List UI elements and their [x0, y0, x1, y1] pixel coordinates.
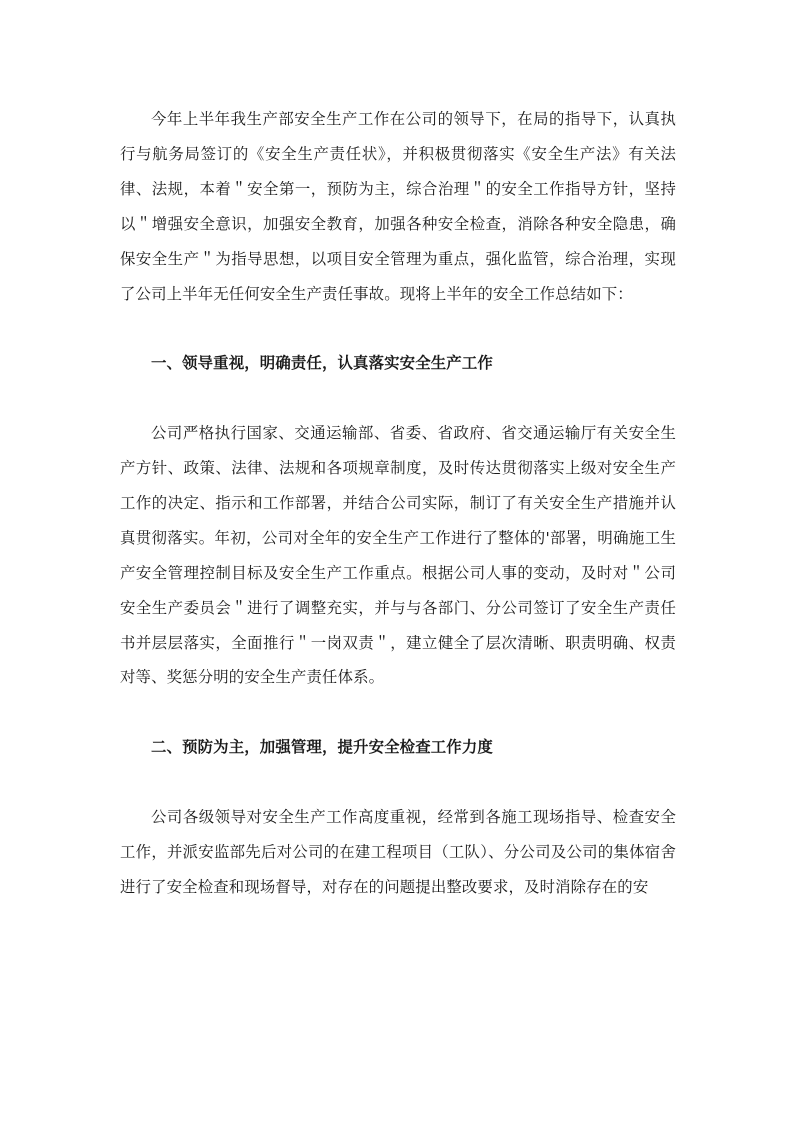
document-body	[120, 102, 676, 905]
spacer	[120, 765, 676, 800]
section-heading-2: 二、预防为主，加强管理，提升安全检查工作力度	[151, 738, 493, 757]
section-heading-1: 一、领导重视，明确责任，认真落实安全生产工作	[151, 354, 493, 373]
spacer	[120, 695, 676, 730]
intro-paragraph: 今年上半年我生产部安全生产工作在公司的领导下，在局的指导下，认真执行与航务局签订的《安全生产责任状》，并积极贯彻落实《安全生产法》有关法律、法规，本着＂安全第一，预防为主，综合治理＂的安全工作指导方针，坚持以＂增强安全意识，加强安全教育，加强各种安全检查，消除各种安全隐患，确保安全生产＂为指导思想，以项目安全管理为重点，强化监管，综合治理，实现了公司上半年无任何安全生产责任事故。现将上半年的安全工作总结如下：	[120, 110, 676, 303]
spacer	[120, 311, 676, 346]
section-1-paragraph: 公司严格执行国家、交通运输部、省委、省政府、省交通运输厅有关安全生产方针、政策、法律、法规和各项规章制度，及时传达贯彻落实上级对安全生产工作的决定、指示和工作部署，并结合公司实际，制订了有关安全生产措施并认真贯彻落实。年初，公司对全年的安全生产工作进行了整体的'部署，明确施工生产安全管理控制目标及安全生产工作重点。根据公司人事的变动，及时对＂公司安全生产委员会＂进行了调整充实，并与与各部门、分公司签订了安全生产责任书并层层落实，全面推行＂一岗双责＂，建立健全了层次清晰、职责明确、权责对等、奖惩分明的安全生产责任体系。	[120, 424, 676, 687]
section-2-paragraph: 公司各级领导对安全生产工作高度重视，经常到各施工现场指导、检查安全工作，并派安监部先后对公司的在建工程项目（工队）、分公司及公司的集体宿舍进行了安全检查和现场督导，对存在的问题提出整改要求，及时消除存在的安	[120, 808, 676, 896]
spacer	[120, 381, 676, 416]
